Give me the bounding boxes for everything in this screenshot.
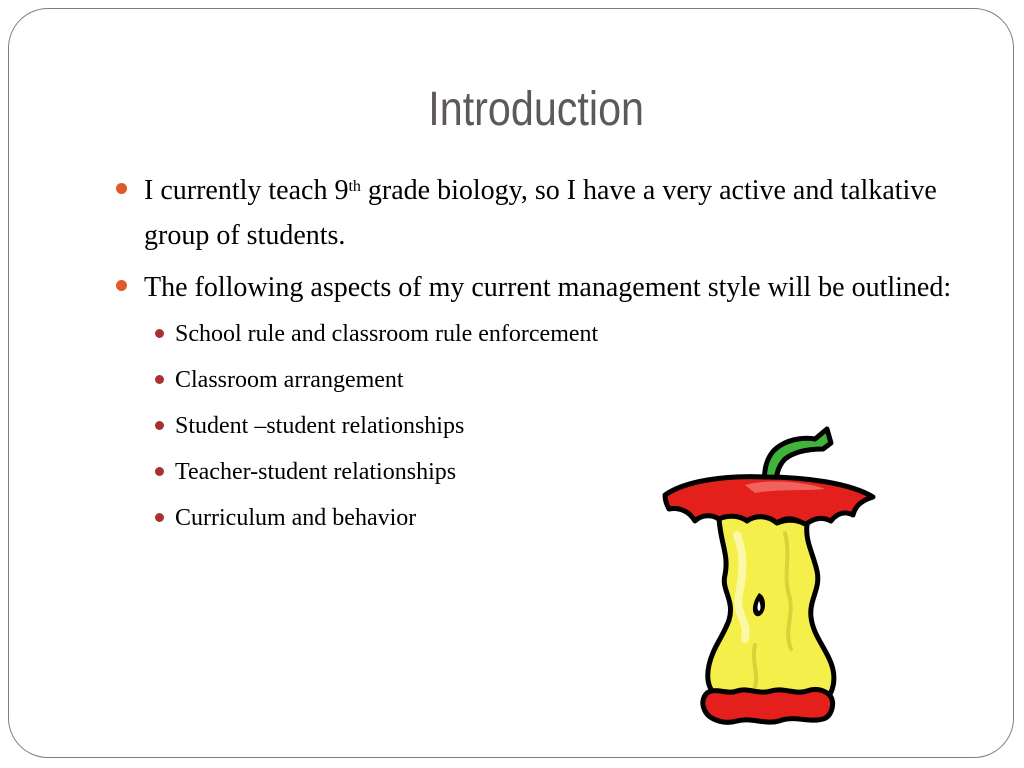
bullet-item-2 [112,265,972,310]
sub-bullet-item [112,317,972,351]
sub-bullet-dot-icon [155,513,164,522]
bullet-1-superscript: th [348,178,361,195]
sub-bullet-dot-icon [155,421,164,430]
sub-bullet-item [112,363,972,397]
sub-bullet-dot-icon [155,467,164,476]
sub-bullet-text: Classroom arrangement [175,367,404,393]
bullet-2-text: The following aspects of my current management style will be outlined: [144,272,952,303]
bullet-item-1 [112,168,972,258]
sub-bullet-text: Student –student relationships [175,413,465,439]
slide-title: Introduction [428,83,644,136]
bullet-dot-icon [116,183,127,194]
bullet-1-text-start: I currently teach 9 [144,175,349,206]
sub-bullet-dot-icon [155,375,164,384]
sub-bullet-text: Teacher-student relationships [175,459,457,485]
sub-bullet-text: Curriculum and behavior [175,505,417,531]
bullet-1-text-end: grade biology, so I have a very active and talkative group of students. [144,175,937,251]
bullet-dot-icon [116,280,127,291]
apple-core-icon [655,425,880,730]
sub-bullet-dot-icon [155,329,164,338]
sub-bullet-text: School rule and classroom rule enforcement [175,321,599,347]
